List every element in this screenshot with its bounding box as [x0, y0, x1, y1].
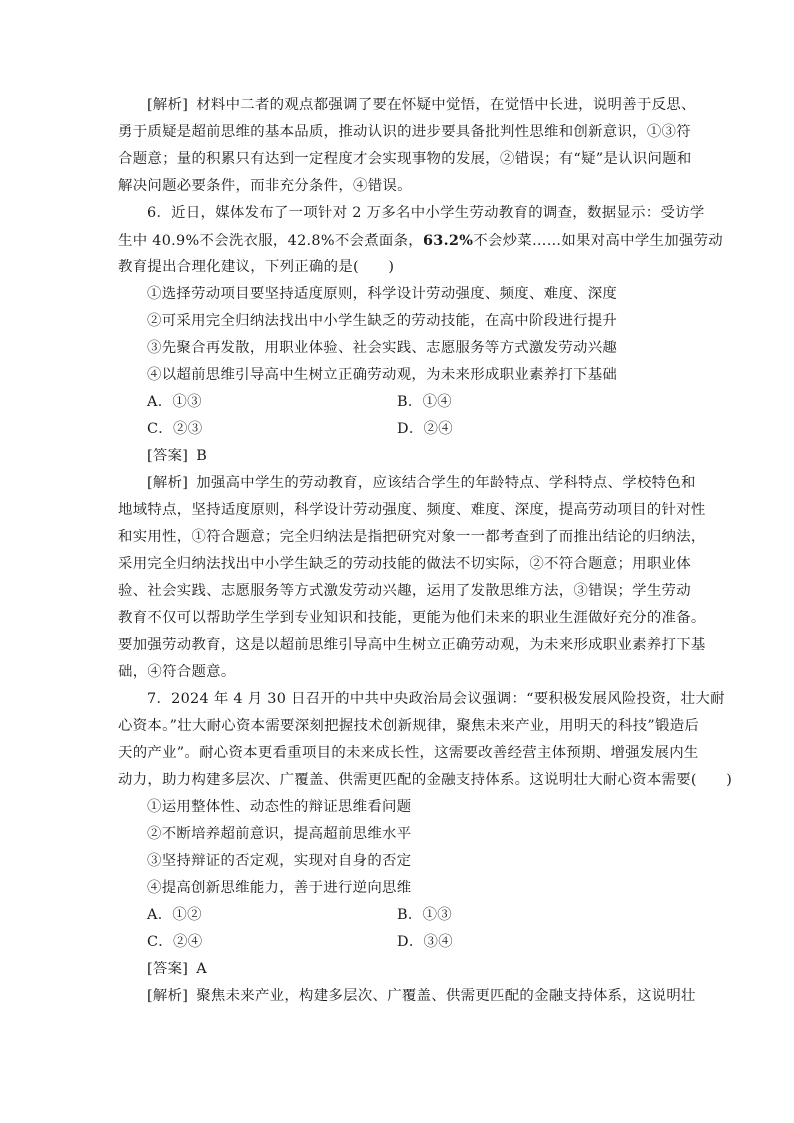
analysis-tag: [解析] — [147, 988, 189, 1004]
q5-analysis-line-2: 勇于质疑是超前思维的基本品质，推动认识的进步要具备批判性思维和创新意识，①③符 — [118, 124, 691, 140]
answer-tag: [答案] — [147, 961, 189, 977]
q7-statement: ①运用整体性、动态性的辩证思维看问题 — [147, 799, 412, 815]
q7-options-row-1 — [118, 902, 678, 929]
q5-analysis-line-1: [解析] 材料中二者的观点都强调了要在怀疑中觉悟，在觉悟中长进，说明善于反思、 — [147, 97, 696, 113]
q6-stem-line-2: 生中 40.9%不会洗衣服，42.8%不会煮面条，63.2%不会炒菜……如果对高中学生加强劳动 — [118, 232, 723, 249]
q6-analysis-line: 和实用性，①符合题意；完全归纳法是指把研究对象一一都考查到了而推出结论的归纳法， — [118, 529, 706, 545]
answer-value: A — [196, 961, 207, 977]
analysis-tag: [解析] — [147, 97, 189, 113]
q6-analysis-line: 础，④符合题意。 — [118, 664, 236, 680]
q7-stem-line-4: 动力，助力构建多层次、广覆盖、供需更匹配的金融支持体系。这说明壮大耐心资本需要( ) — [118, 772, 733, 788]
q7-option-c[interactable]: C．②④ — [147, 934, 203, 950]
q6-statement: ②可采用完全归纳法找出中小学生缺乏的劳动技能，在高中阶段进行提升 — [147, 313, 618, 329]
q6-analysis-line: 验、社会实践、志愿服务等方式激发劳动兴趣，运用了发散思维方法，③错误；学生劳动 — [118, 583, 691, 599]
answer-tag: [答案] — [147, 448, 189, 464]
q7-option-d[interactable]: D．③④ — [397, 934, 453, 950]
q6-options-row-2 — [118, 416, 678, 443]
q6-analysis-line: 地域特点，坚持适度原则，科学设计劳动强度、频度、难度、深度，提高劳动项目的针对性 — [118, 502, 706, 518]
q7-answer — [118, 956, 678, 983]
analysis-tag: [解析] — [147, 475, 189, 491]
q7-option-a[interactable]: A．①② — [147, 907, 202, 923]
q7-stem-line-2: 心资本。”壮大耐心资本需要深刻把握技术创新规律，聚焦未来产业，用明天的科技”锻造后 — [118, 718, 700, 734]
q6-analysis-line: 采用完全归纳法找出中小学生缺乏的劳动技能的做法不切实际，②不符合题意；用职业体 — [118, 556, 691, 572]
q6-analysis-line: 教育不仅可以帮助学生学到专业知识和技能，更能为他们未来的职业生涯做好充分的准备。 — [118, 610, 706, 626]
q7-analysis-line-1: [解析] 聚焦未来产业，构建多层次、广覆盖、供需更匹配的金融支持体系，这说明壮 — [147, 988, 696, 1004]
q6-stem-line-1: 6．近日，媒体发布了一项针对 2 万多名中小学生劳动教育的调查，数据显示：受访学 — [147, 205, 705, 221]
q6-answer — [118, 443, 678, 470]
q6-option-b[interactable]: B．①④ — [397, 394, 452, 410]
q7-stem-line-1: 7．2024 年 4 月 30 日召开的中共中央政治局会议强调：“要积极发展风险投资，壮大耐 — [147, 691, 725, 707]
q5-analysis-line-4: 解决问题必要条件，而非充分条件，④错误。 — [118, 178, 412, 194]
q7-statement: ②不断培养超前意识，提高超前思维水平 — [147, 826, 412, 842]
q5-analysis-line-3: 合题意；量的积累只有达到一定程度才会实现事物的发展，②错误；有“疑”是认识问题和 — [118, 151, 692, 167]
q6-stem-line-3: 教育提出合理化建议，下列正确的是( ) — [118, 259, 395, 275]
q6-option-d[interactable]: D．②④ — [397, 421, 453, 437]
q6-analysis-line-1: [解析] 加强高中学生的劳动教育，应该结合学生的年龄特点、学科特点、学校特色和 — [147, 475, 696, 491]
q7-stem-line-3: 天的产业”。耐心资本更看重项目的未来成长性，这需要改善经营主体预期、增强发展内生 — [118, 745, 699, 761]
q6-statement: ④以超前思维引导高中生树立正确劳动观，为未来形成职业素养打下基础 — [147, 367, 618, 383]
q7-statement: ③坚持辩证的否定观，实现对自身的否定 — [147, 853, 412, 869]
q6-statement: ③先聚合再发散，用职业体验、社会实践、志愿服务等方式激发劳动兴趣 — [147, 340, 618, 356]
q6-statement: ①选择劳动项目要坚持适度原则，科学设计劳动强度、频度、难度、深度 — [147, 286, 618, 302]
document-page — [118, 92, 733, 1010]
answer-value: B — [196, 448, 208, 464]
q6-option-a[interactable]: A．①③ — [147, 394, 202, 410]
q6-options-row-1 — [118, 389, 678, 416]
q7-options-row-2 — [118, 929, 678, 956]
q7-statement: ④提高创新思维能力，善于进行逆向思维 — [147, 880, 412, 896]
q6-option-c[interactable]: C．②③ — [147, 421, 203, 437]
q6-analysis-line: 要加强劳动教育，这是以超前思维引导高中生树立正确劳动观，为未来形成职业素养打下基 — [118, 637, 706, 653]
q7-option-b[interactable]: B．①③ — [397, 907, 452, 923]
